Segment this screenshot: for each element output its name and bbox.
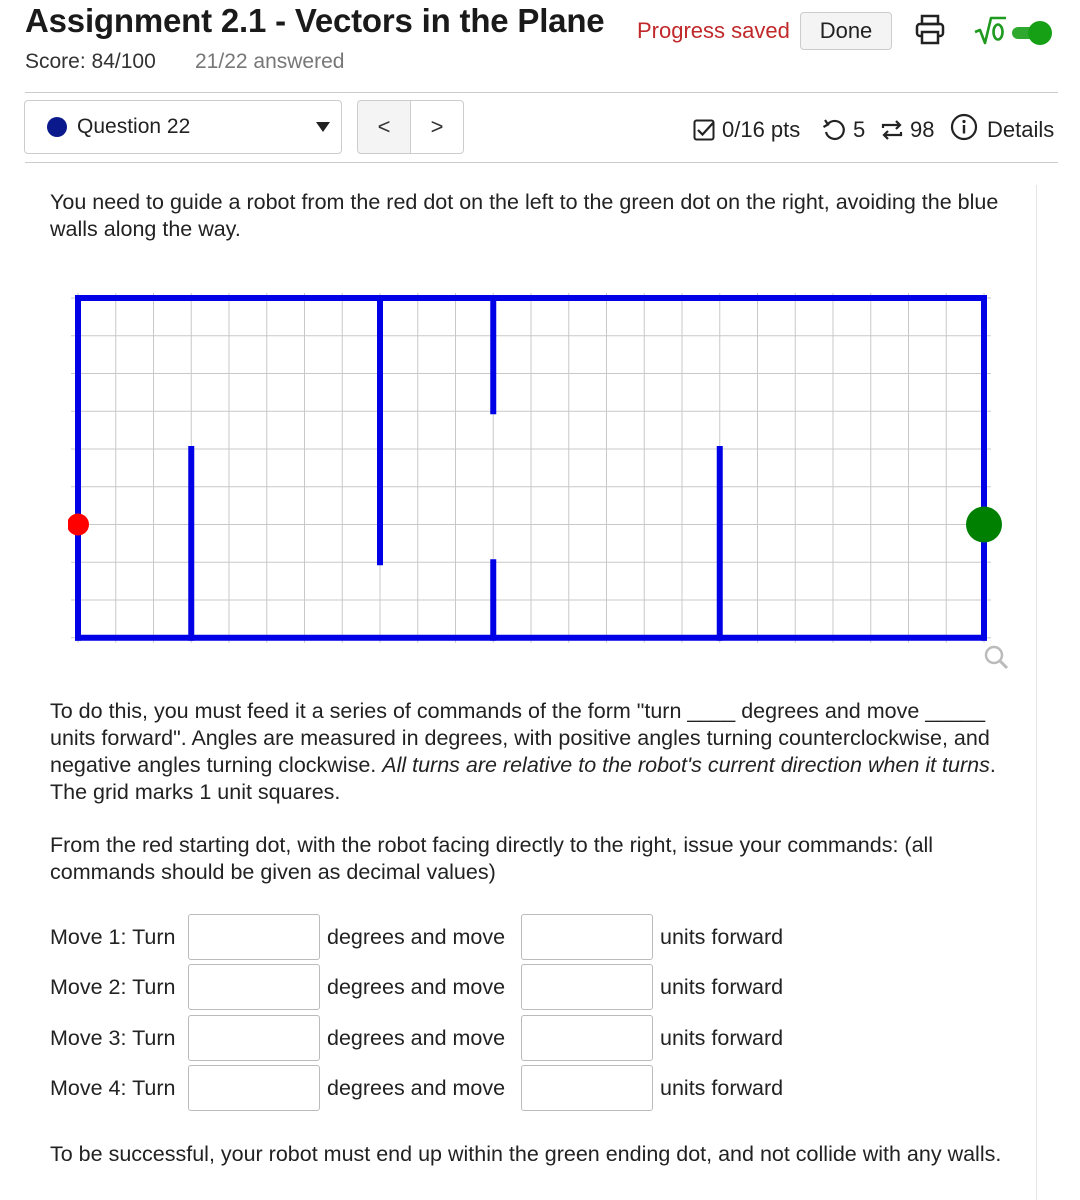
question-status-dot	[47, 117, 67, 137]
retries-count: 5	[853, 117, 866, 142]
answered-count: 21/22 answered	[195, 50, 345, 73]
success-note: To be successful, your robot must end up within the green ending dot, and not collide with any walls.	[50, 1142, 1002, 1166]
move-4-distance-input[interactable]	[521, 1065, 653, 1111]
caret-down-icon	[316, 122, 330, 132]
move-4-angle-input[interactable]	[188, 1065, 320, 1111]
nav-divider	[25, 162, 1058, 163]
move-middle-text: degrees and move	[327, 925, 506, 949]
move-end-text: units forward	[660, 975, 784, 999]
move-2-distance-input[interactable]	[521, 964, 653, 1010]
move-label: Move 1: Turn	[50, 925, 176, 949]
content-right-border	[1036, 185, 1037, 1200]
move-3-angle-input[interactable]	[188, 1015, 320, 1061]
header-divider	[25, 92, 1058, 93]
chevron-right-icon: >	[430, 114, 444, 139]
printer-icon[interactable]	[912, 12, 948, 48]
move-middle-text: degrees and move	[327, 1026, 506, 1050]
chevron-left-icon: <	[377, 114, 391, 139]
move-middle-text: degrees and move	[327, 975, 506, 999]
move-1-angle-input[interactable]	[188, 914, 320, 960]
start-dot	[68, 514, 89, 536]
sqrt-zero-icon[interactable]	[972, 13, 1008, 47]
move-label: Move 3: Turn	[50, 1026, 176, 1050]
checkbox-icon	[693, 119, 715, 141]
details-link[interactable]: Details	[987, 117, 1055, 142]
move-label: Move 4: Turn	[50, 1076, 176, 1100]
magnifier-icon[interactable]	[986, 647, 1007, 668]
question-select-label: Question 22	[77, 115, 191, 138]
move-label: Move 2: Turn	[50, 975, 176, 999]
move-end-text: units forward	[660, 1026, 784, 1050]
versions-icon	[879, 118, 905, 142]
question-intro: You need to guide a robot from the red dot on the left to the green dot on the right, avoiding the blue walls along the way.	[50, 190, 999, 241]
move-end-text: units forward	[660, 925, 784, 949]
done-button[interactable]: Done	[800, 12, 892, 50]
previous-question-button[interactable]	[357, 100, 411, 154]
maze-graph	[68, 290, 1008, 670]
question-instructions: To do this, you must feed it a series of commands of the form "turn ____ degrees and move _____ units forward". Angles are measured in degrees, with positive angles turning counterclockwise, and negative angles turning clockwise. All turns are relative to the robot's current direction when it turns. The grid marks 1 unit squares.	[50, 699, 996, 804]
versions-count: 98	[910, 117, 935, 142]
move-1-distance-input[interactable]	[521, 914, 653, 960]
retry-icon	[821, 118, 847, 142]
start-prompt: From the red starting dot, with the robot facing directly to the right, issue your commands: (all commands should be given as decimal values)	[50, 833, 934, 884]
move-end-text: units forward	[660, 1076, 784, 1100]
blank-distance: _____	[925, 699, 986, 723]
page-title: Assignment 2.1 - Vectors in the Plane	[25, 2, 605, 39]
progress-saved-status: Progress saved	[637, 18, 790, 43]
toggle-on-icon[interactable]	[1010, 19, 1054, 47]
blank-angle: ____	[687, 699, 736, 723]
move-middle-text: degrees and move	[327, 1076, 506, 1100]
grid-lines	[71, 293, 991, 643]
next-question-button[interactable]	[410, 100, 464, 154]
score-text: Score: 84/100	[25, 50, 156, 73]
end-dot	[966, 507, 1002, 543]
points-text: 0/16 pts	[722, 117, 801, 142]
move-2-angle-input[interactable]	[188, 964, 320, 1010]
move-3-distance-input[interactable]	[521, 1015, 653, 1061]
info-icon[interactable]	[950, 113, 978, 141]
